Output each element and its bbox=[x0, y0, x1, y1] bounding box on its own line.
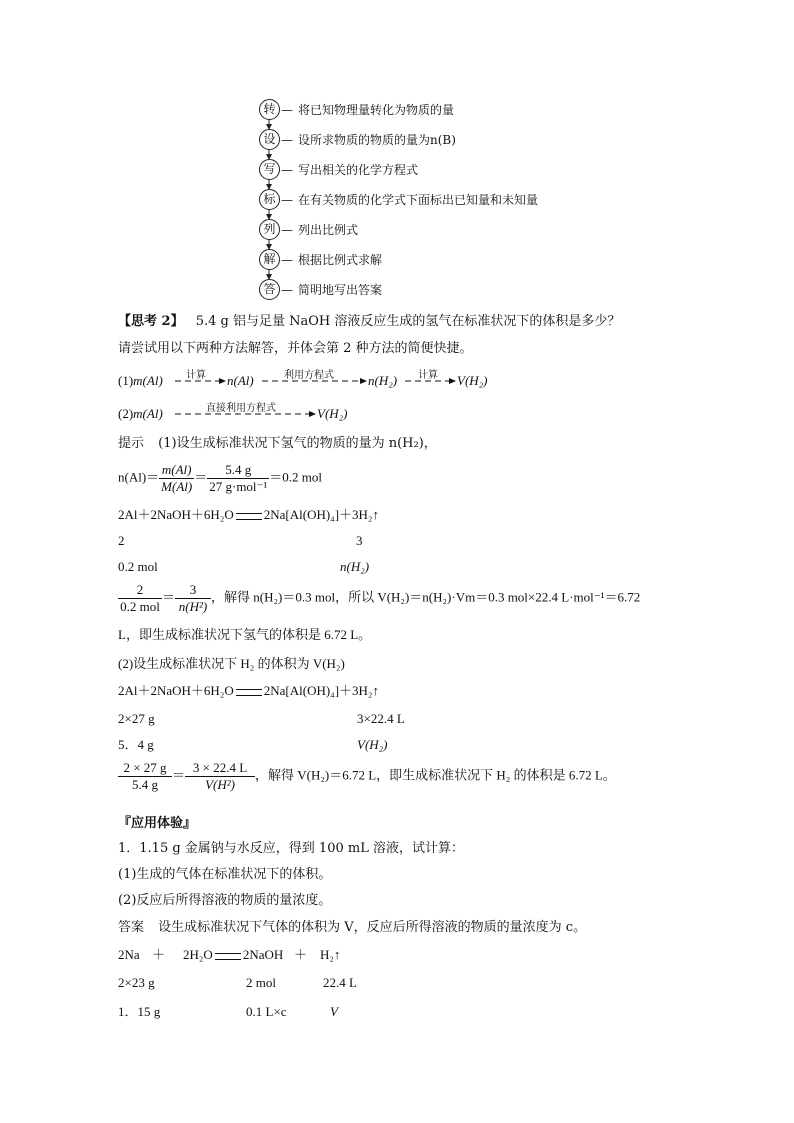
equals-sign bbox=[215, 953, 241, 960]
amt-al: 0.2 mol bbox=[118, 559, 158, 574]
method2-prefix: (2) bbox=[118, 406, 134, 421]
eq-h2o-naoh bbox=[183, 947, 283, 963]
arrow-icon bbox=[175, 376, 227, 386]
coef2-h2: 3×22.4 L bbox=[357, 711, 405, 726]
flow-step-circle: 答 bbox=[259, 279, 280, 300]
think2-instruction: 请尝试用以下两种方法解答，并体会第 2 种方法的简便快捷。 bbox=[118, 341, 473, 356]
eq-h2: H₂↑ bbox=[320, 947, 341, 962]
ratio2-line: $\frac{2 \times 27 g}{5.4 g}$ ＝ $\frac{3 \times 22.4 L}{\text{V(H²)}}$ ，解得 V(H₂)＝6.72 L，即生成标准状况下 H₂ 的体积是 6.72 L。 bbox=[118, 760, 616, 793]
eq-left: 2Al＋2NaOH＋6H₂O bbox=[118, 683, 234, 698]
apply-q1b: (2)反应后所得溶液的物质的量浓度。 bbox=[118, 893, 332, 908]
method1-mAl: m(Al) bbox=[133, 373, 163, 388]
answer-text: 设生成标准状况下气体的体积为 V，反应后所得溶液的物质的量浓度为 c。 bbox=[158, 920, 587, 935]
hint-label: 提示 bbox=[118, 436, 145, 451]
ratio-line: $\frac{2}{\text{0.2 mol}}$ ＝ $\frac{3}{\text{n(H²)}}$ ，解得 n(H₂)＝0.3 mol，所以 V(H₂)＝n(H₂)·Vm＝0.3 mol×22.4 L·mol⁻¹＝6.72 bbox=[118, 582, 640, 615]
solve-line: ，解得 n(H₂)＝0.3 mol，所以 V(H₂)＝n(H₂)·Vm＝0.3 mol×22.4 L·mol⁻¹＝6.72 bbox=[211, 589, 641, 605]
method2-line bbox=[118, 406, 163, 422]
frac-num: 3 bbox=[175, 582, 211, 599]
flow-step-text: 在有关物质的化学式下面标出已知量和未知量 bbox=[298, 193, 539, 207]
think2-tag: 【思考 2】 bbox=[118, 314, 184, 329]
eq-right: 2Na[Al(OH)₄]＋3H₂↑ bbox=[263, 683, 379, 698]
frac-den: n(H²) bbox=[178, 599, 208, 614]
frac-den: V(H²) bbox=[205, 777, 235, 792]
row1-c: 22.4 L bbox=[323, 975, 357, 990]
eq-h2o: 2H₂O bbox=[183, 947, 213, 962]
fraction bbox=[118, 582, 162, 615]
fraction bbox=[207, 462, 269, 495]
row2-a: 1．15 g bbox=[118, 1004, 161, 1019]
method1-label2: 利用方程式 bbox=[284, 370, 334, 381]
frac-den: M(Al) bbox=[161, 479, 193, 494]
flow-step-circle: 写 bbox=[259, 159, 280, 180]
amt2-al: 5．4 g bbox=[118, 737, 154, 752]
coef2-al: 2×27 g bbox=[118, 711, 155, 726]
frac-den: 27 g·mol⁻¹ bbox=[209, 479, 268, 494]
frac-num: 2 bbox=[118, 582, 162, 599]
arrow-icon bbox=[405, 376, 457, 386]
flow-step-text: 根据比例式求解 bbox=[298, 253, 383, 267]
frac-den: 0.2 mol bbox=[120, 599, 160, 614]
nAl-result: ＝0.2 mol bbox=[269, 469, 323, 485]
apply-q1: 1．1.15 g 金属钠与水反应，得到 100 mL 溶液，试计算： bbox=[118, 841, 464, 856]
method2-label: 直接利用方程式 bbox=[206, 403, 276, 414]
fraction bbox=[185, 760, 255, 793]
method2-hint-line: (2)设生成标准状况下 H₂ 的体积为 V(H₂) bbox=[118, 656, 345, 671]
hint-text: (1)设生成标准状况下氢气的物质的量为 n(H₂)， bbox=[158, 436, 437, 451]
frac-num: 5.4 g bbox=[207, 462, 269, 479]
row2-c: V bbox=[330, 1004, 338, 1019]
coef-h2: 3 bbox=[356, 533, 363, 548]
method1-label1: 计算 bbox=[186, 370, 206, 381]
flow-step-text: 将已知物理量转化为物质的量 bbox=[298, 103, 455, 117]
coef-al: 2 bbox=[118, 533, 125, 548]
think2-question: 5.4 g 铝与足量 NaOH 溶液反应生成的氢气在标准状况下的体积是多少？ bbox=[195, 314, 621, 329]
answer-label: 答案 bbox=[118, 920, 145, 935]
flow-step-circle: 转 bbox=[259, 99, 280, 120]
row1-b: 2 mol bbox=[246, 975, 276, 990]
method1-line bbox=[118, 373, 163, 389]
method2-VH2: V(H₂) bbox=[317, 406, 348, 421]
apply-title: 『应用体验』 bbox=[118, 815, 197, 830]
think2-question-line bbox=[118, 314, 620, 330]
arrow-icon bbox=[262, 376, 368, 386]
answer-line bbox=[118, 920, 586, 936]
frac-num: m(Al) bbox=[161, 462, 192, 477]
method1-prefix: (1) bbox=[118, 373, 134, 388]
nAl-equation: n(Al)＝ $\frac{m(Al)}{M(Al)}$ ＝ $\frac{5.4 g}{\text{27 g·mol⁻¹}}$ ＝0.2 mol bbox=[118, 462, 323, 494]
nAl-lhs: n(Al)＝ bbox=[118, 469, 160, 485]
flow-step-text: 简明地写出答案 bbox=[298, 283, 383, 297]
apply-q1a: (1)生成的气体在标准状况下的体积。 bbox=[118, 867, 332, 882]
method1-nAl: n(Al) bbox=[227, 373, 254, 388]
eq-right: 2Na[Al(OH)₄]＋3H₂↑ bbox=[263, 507, 379, 522]
flow-step-text: 写出相关的化学方程式 bbox=[298, 163, 419, 177]
flow-step-circle: 列 bbox=[259, 219, 280, 240]
row1-a: 2×23 g bbox=[118, 975, 155, 990]
flow-step-circle: 设 bbox=[259, 129, 280, 150]
method1-VH2: V(H₂) bbox=[457, 373, 488, 388]
equals-sign bbox=[236, 513, 262, 520]
equation-2 bbox=[118, 683, 379, 699]
equals-sign bbox=[236, 689, 262, 696]
method1-nH2: n(H₂) bbox=[368, 373, 398, 388]
eq-na: 2Na bbox=[118, 947, 140, 962]
arrow-icon bbox=[175, 409, 317, 419]
hint-line1 bbox=[118, 436, 437, 452]
amt-h2: n(H₂) bbox=[340, 559, 370, 574]
method2-mAl: m(Al) bbox=[133, 406, 163, 421]
flow-step-circle: 标 bbox=[259, 189, 280, 210]
fraction bbox=[175, 582, 211, 615]
method1-label3: 计算 bbox=[418, 370, 438, 381]
flow-step-text: 列出比例式 bbox=[298, 223, 359, 237]
flow-step-text: 设所求物质的物质的量为n(B) bbox=[298, 133, 456, 147]
flow-step-circle: 解 bbox=[259, 249, 280, 270]
frac-num: 3 × 22.4 L bbox=[185, 760, 255, 777]
eq-naoh: 2NaOH bbox=[242, 947, 284, 962]
fraction bbox=[159, 462, 194, 495]
row2-b: 0.1 L×c bbox=[246, 1004, 287, 1019]
solve-line2: L，即生成标准状况下氢气的体积是 6.72 L。 bbox=[118, 627, 372, 642]
fraction bbox=[118, 760, 172, 793]
eq-plus: ＋ bbox=[294, 947, 308, 962]
frac-den: 5.4 g bbox=[132, 777, 158, 792]
frac-num: 2 × 27 g bbox=[118, 760, 172, 777]
ratio2-tail: ，解得 V(H₂)＝6.72 L，即生成标准状况下 H₂ 的体积是 6.72 L。 bbox=[255, 767, 616, 783]
equation-1 bbox=[118, 507, 379, 523]
amt2-h2: V(H₂) bbox=[357, 737, 388, 752]
eq-plus: ＋ bbox=[152, 947, 166, 962]
eq-left: 2Al＋2NaOH＋6H₂O bbox=[118, 507, 234, 522]
